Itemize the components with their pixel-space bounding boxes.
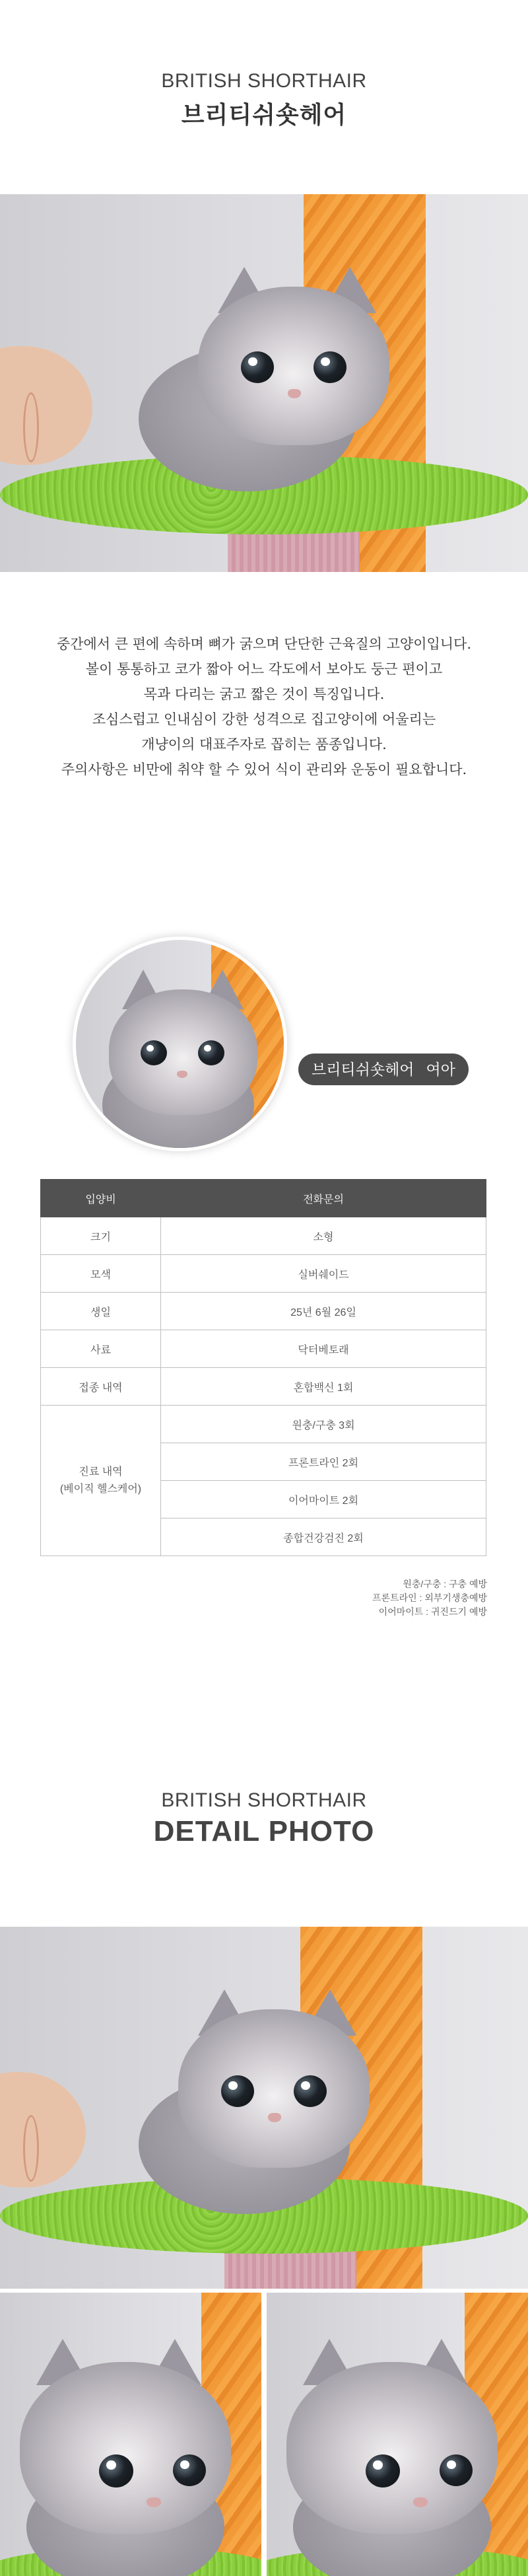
table-row (41, 1368, 486, 1406)
row-label: 사료 (41, 1330, 161, 1368)
row-value: 25년 6월 26일 (161, 1293, 486, 1330)
description-line: 볼이 통통하고 코가 짧아 어느 각도에서 보아도 둥근 편이고 (85, 661, 443, 677)
breed-description (0, 631, 528, 782)
table-header-value: 전화문의 (161, 1180, 486, 1217)
badge-gender: 여아 (426, 1061, 455, 1078)
note-line: 원충/구충 : 구충 예방 (403, 1579, 487, 1589)
english-title: BRITISH SHORTHAIR (161, 70, 367, 92)
care-value: 프론트라인 2회 (161, 1443, 486, 1481)
description-line: 조심스럽고 인내심이 강한 성격으로 집고양이에 어울리는 (92, 711, 436, 727)
row-value: 소형 (161, 1217, 486, 1255)
adoption-info-table (40, 1179, 486, 1556)
care-value: 이어마이트 2회 (161, 1481, 486, 1519)
description-line: 개냥이의 대표주자로 꼽히는 품종입니다. (141, 736, 387, 752)
row-label: 크기 (41, 1217, 161, 1255)
care-label-line: (베이직 헬스케어) (59, 1483, 142, 1495)
description-line: 중간에서 큰 편에 속하며 뼈가 굵으며 단단한 근육질의 고양이입니다. (56, 636, 472, 652)
row-value: 닥터베토래 (161, 1330, 486, 1368)
care-notes (372, 1577, 487, 1619)
description-line: 주의사항은 비만에 취약 할 수 있어 식이 관리와 운동이 필요합니다. (61, 762, 467, 777)
row-value: 혼합백신 1회 (161, 1368, 486, 1406)
care-history-label (41, 1406, 161, 1556)
table-row (41, 1255, 486, 1293)
detail-english-title: BRITISH SHORTHAIR (161, 1789, 367, 1811)
note-line: 이어마이트 : 귀진드기 예방 (378, 1606, 487, 1617)
table-row (41, 1330, 486, 1368)
main-cat-photo (0, 194, 528, 572)
table-row (41, 1217, 486, 1255)
row-label: 생일 (41, 1293, 161, 1330)
row-value: 실버쉐이드 (161, 1255, 486, 1293)
breed-gender-badge (298, 1054, 469, 1085)
badge-breed: 브리티쉬숏헤어 (312, 1061, 414, 1078)
description-line: 목과 다리는 굵고 짧은 것이 특징입니다. (143, 686, 385, 702)
detail-photo-large (0, 1927, 528, 2289)
note-line: 프론트라인 : 외부기생충예방 (372, 1592, 487, 1603)
detail-photo-title: DETAIL PHOTO (153, 1815, 375, 1847)
table-row (41, 1293, 486, 1330)
detail-photo-left (0, 2293, 261, 2576)
care-label-line: 진료 내역 (79, 1466, 123, 1478)
table-header-row (41, 1180, 486, 1217)
detail-photo-right (267, 2293, 528, 2576)
table-header-label: 입양비 (41, 1180, 161, 1217)
care-value: 원충/구충 3회 (161, 1406, 486, 1443)
care-value: 종합건강검진 2회 (161, 1519, 486, 1556)
row-label: 접종 내역 (41, 1368, 161, 1406)
profile-circle-photo (73, 937, 287, 1151)
table-row (41, 1406, 486, 1443)
row-label: 모색 (41, 1255, 161, 1293)
korean-title: 브리티쉬숏헤어 (181, 101, 347, 128)
